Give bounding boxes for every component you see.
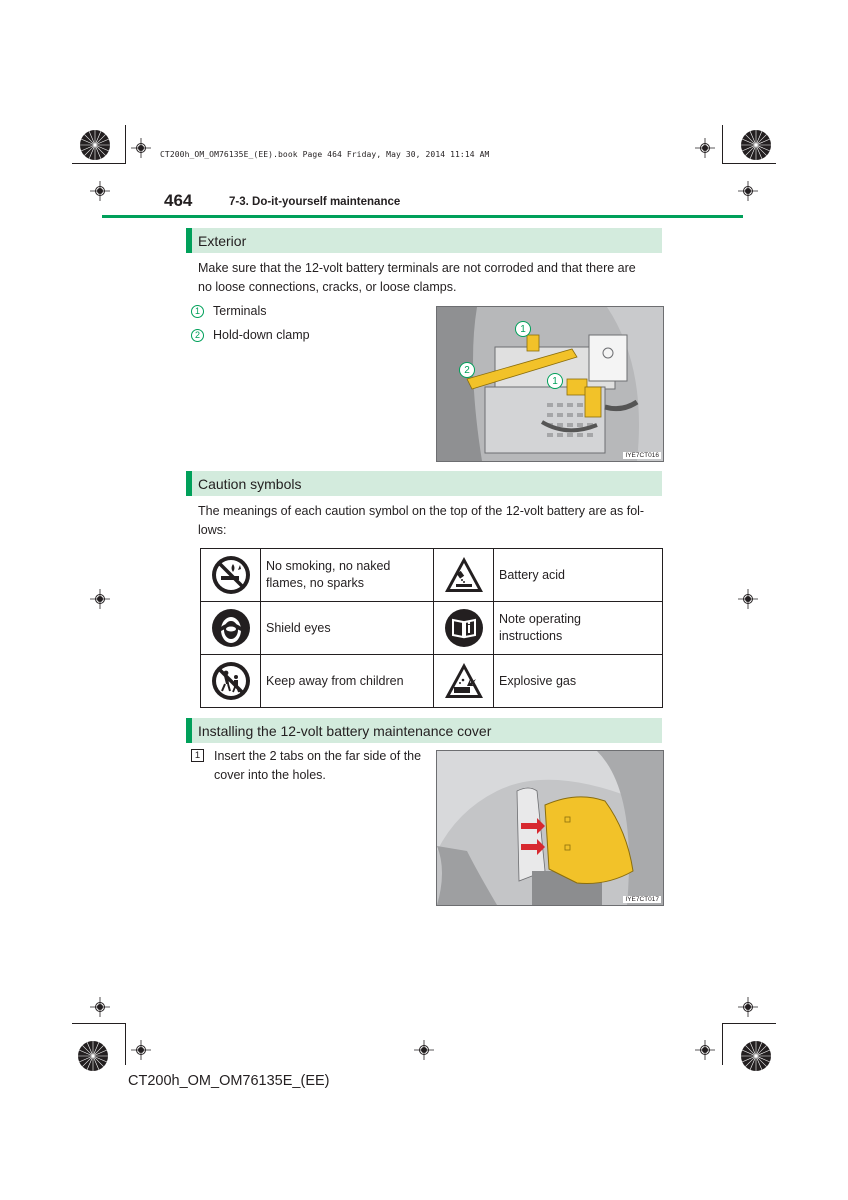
registration-mark-icon <box>738 997 758 1017</box>
table-row <box>201 655 663 708</box>
caution-symbols-heading: Caution symbols <box>186 471 662 496</box>
figure-code: IYE7CT017 <box>625 896 659 903</box>
symbol-label: Explosive gas <box>494 655 663 708</box>
registration-mark-icon <box>695 1040 715 1060</box>
symbol-label: Note operating instructions <box>494 602 663 655</box>
registration-mark-icon <box>414 1040 434 1060</box>
battery-acid-icon <box>443 554 485 596</box>
battery-terminals-figure <box>436 306 664 462</box>
caution-symbols-table <box>200 548 663 708</box>
list-item-hold-down-clamp <box>191 328 310 342</box>
figure-code: IYE7CT016 <box>625 452 659 459</box>
starburst-mark-icon <box>77 1040 109 1072</box>
registration-mark-icon <box>131 138 151 158</box>
header-rule <box>102 215 743 218</box>
shield-eyes-icon <box>210 607 252 649</box>
symbol-label: Keep away from children <box>261 655 434 708</box>
explosive-gas-icon <box>443 660 485 702</box>
callout-number: 1 <box>191 305 204 318</box>
list-item-label: Terminals <box>213 304 267 318</box>
registration-mark-icon <box>90 997 110 1017</box>
starburst-mark-icon <box>79 129 111 161</box>
registration-mark-icon <box>90 589 110 609</box>
symbol-label: Shield eyes <box>261 602 434 655</box>
exterior-heading: Exterior <box>186 228 662 253</box>
caution-body: The meanings of each caution symbol on the top of the 12-volt battery are as fol- lows: <box>198 504 645 537</box>
starburst-mark-icon <box>740 1040 772 1072</box>
registration-mark-icon <box>738 181 758 201</box>
operating-instructions-icon <box>443 607 485 649</box>
registration-mark-icon <box>738 589 758 609</box>
list-item-terminals <box>191 304 267 318</box>
symbol-label: Battery acid <box>494 549 663 602</box>
step-text: Insert the 2 tabs on the far side of the cover into the holes. <box>214 749 422 782</box>
no-smoking-icon <box>210 554 252 596</box>
figure-callout: 1 <box>515 321 531 337</box>
section-title: 7-3. Do-it-yourself maintenance <box>229 196 401 208</box>
exterior-body: Make sure that the 12-volt battery terminals are not corroded and that there are no loose connections, cracks, or loose clamps. <box>198 261 636 294</box>
figure-callout: 1 <box>547 373 563 389</box>
callout-number: 2 <box>191 329 204 342</box>
keep-away-children-icon <box>210 660 252 702</box>
starburst-mark-icon <box>740 129 772 161</box>
step-number: 1 <box>191 749 204 762</box>
figure-callout: 2 <box>459 362 475 378</box>
table-row <box>201 549 663 602</box>
footer-document-code: CT200h_OM_OM76135E_(EE) <box>128 1073 330 1089</box>
installing-cover-heading: Installing the 12-volt battery maintenance cover <box>186 718 662 743</box>
maintenance-cover-figure <box>436 750 664 906</box>
page-number: 464 <box>164 191 193 210</box>
registration-mark-icon <box>695 138 715 158</box>
list-item-label: Hold-down clamp <box>213 328 310 342</box>
print-header: CT200h_OM_OM76135E_(EE).book Page 464 Friday, May 30, 2014 11:14 AM <box>160 150 490 159</box>
symbol-label: No smoking, no naked flames, no sparks <box>261 549 434 602</box>
table-row <box>201 602 663 655</box>
registration-mark-icon <box>90 181 110 201</box>
registration-mark-icon <box>131 1040 151 1060</box>
